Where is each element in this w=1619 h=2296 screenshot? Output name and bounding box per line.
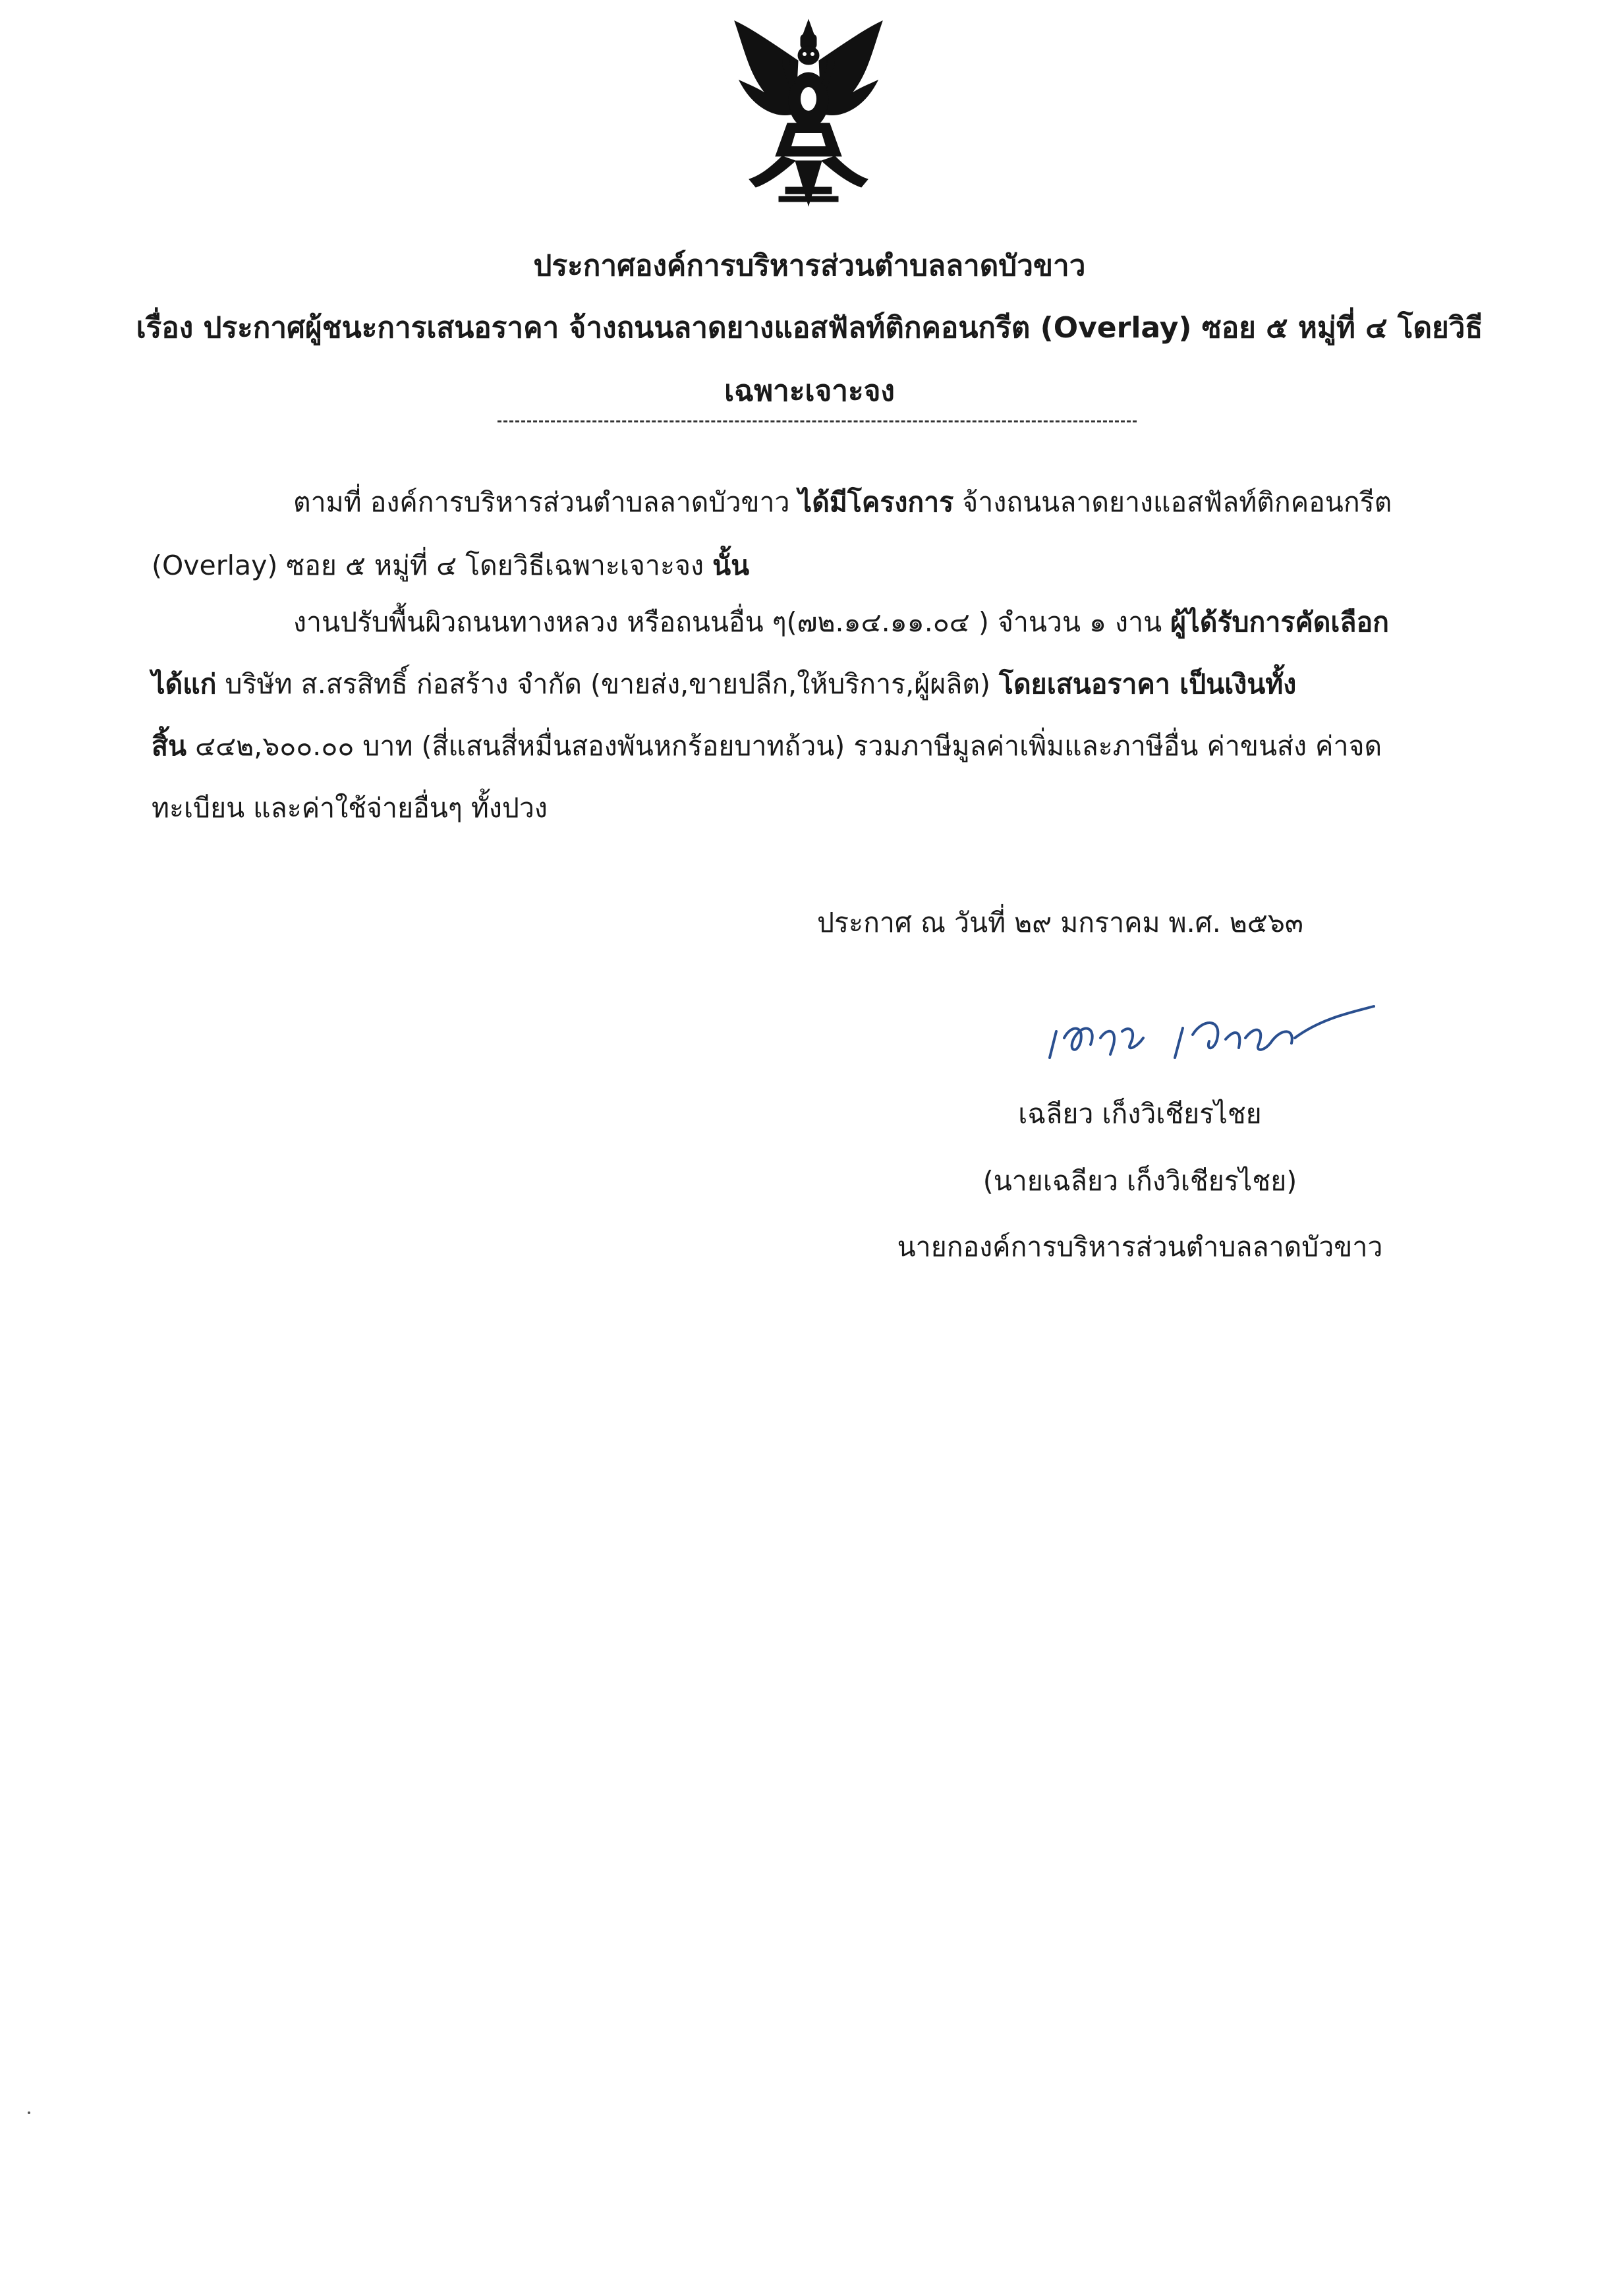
p2-text-b: ผู้ได้รับการคัดเลือก xyxy=(1170,606,1389,638)
p2-text-h: ทะเบียน และค่าใช้จ่ายอื่นๆ ทั้งปวง xyxy=(152,792,548,824)
p2-text-a: งานปรับพื้นผิวถนนทางหลวง หรือถนนอื่น ๆ(๗๒.๑๔.๑๑.๐๔ ) จำนวน ๑ งาน xyxy=(293,606,1171,638)
signer-name: เฉลียว เก็งวิเชียรไชย xyxy=(1018,1098,1262,1130)
org-title: ประกาศองค์การบริหารส่วนตำบลลาดบัวขาว xyxy=(533,249,1086,283)
paragraph-2-line-4 xyxy=(152,792,548,824)
paragraph-2-line-2 xyxy=(152,668,1297,700)
dashed-divider xyxy=(497,420,1137,422)
p2-text-e: โดยเสนอราคา เป็นเงินทั้ง xyxy=(999,668,1297,700)
paragraph-1-line-1 xyxy=(293,486,1392,518)
p1-text-c: จ้างถนนลาดยางแอสฟัลท์ติกคอนกรีต xyxy=(953,486,1392,518)
paragraph-2-line-1 xyxy=(293,606,1389,638)
p2-text-f: สิ้น xyxy=(152,730,187,762)
announce-date: ประกาศ ณ วันที่ ๒๙ มกราคม พ.ศ. ๒๕๖๓ xyxy=(817,907,1303,938)
scan-speck xyxy=(28,2111,30,2114)
p2-text-d: บริษัท ส.สรสิทธิ์ ก่อสร้าง จำกัด (ขายส่ง,ขายปลีก,ให้บริการ,ผู้ผลิต) xyxy=(216,668,1000,700)
p2-text-c: ได้แก่ xyxy=(152,668,217,700)
subject-line-2: เฉพาะเจาะจง xyxy=(724,374,895,408)
signer-position: นายกองค์การบริหารส่วนตำบลลาดบัวขาว xyxy=(897,1231,1383,1263)
p2-text-g: ๔๔๒,๖๐๐.๐๐ บาท (สี่แสนสี่หมื่นสองพันหกร้อยบาทถ้วน) รวมภาษีมูลค่าเพิ่มและภาษีอื่น ค่าขนส่ง ค่าจด xyxy=(186,730,1382,762)
p1-text-b: ได้มีโครงการ xyxy=(798,486,954,518)
signer-full-name: (นายเฉลียว เก็งวิเชียรไชย) xyxy=(982,1165,1297,1197)
paragraph-2-line-3 xyxy=(152,730,1382,762)
handwritten-signature-icon xyxy=(1044,992,1380,1068)
subject-line-1: เรื่อง ประกาศผู้ชนะการเสนอราคา จ้างถนนลาดยางแอสฟัลท์ติกคอนกรีต (Overlay) ซอย ๕ หมู่ที่ ๔ โดยวิธี xyxy=(136,311,1483,345)
garuda-emblem-icon xyxy=(729,14,888,212)
paragraph-1-line-2 xyxy=(152,552,749,579)
p1-text-a: ตามที่ องค์การบริหารส่วนตำบลลาดบัวขาว xyxy=(293,486,799,518)
p1-text-e: นั้น xyxy=(712,550,750,581)
p1-text-d: (Overlay) ซอย ๕ หมู่ที่ ๔ โดยวิธีเฉพาะเจาะจง xyxy=(152,550,713,581)
